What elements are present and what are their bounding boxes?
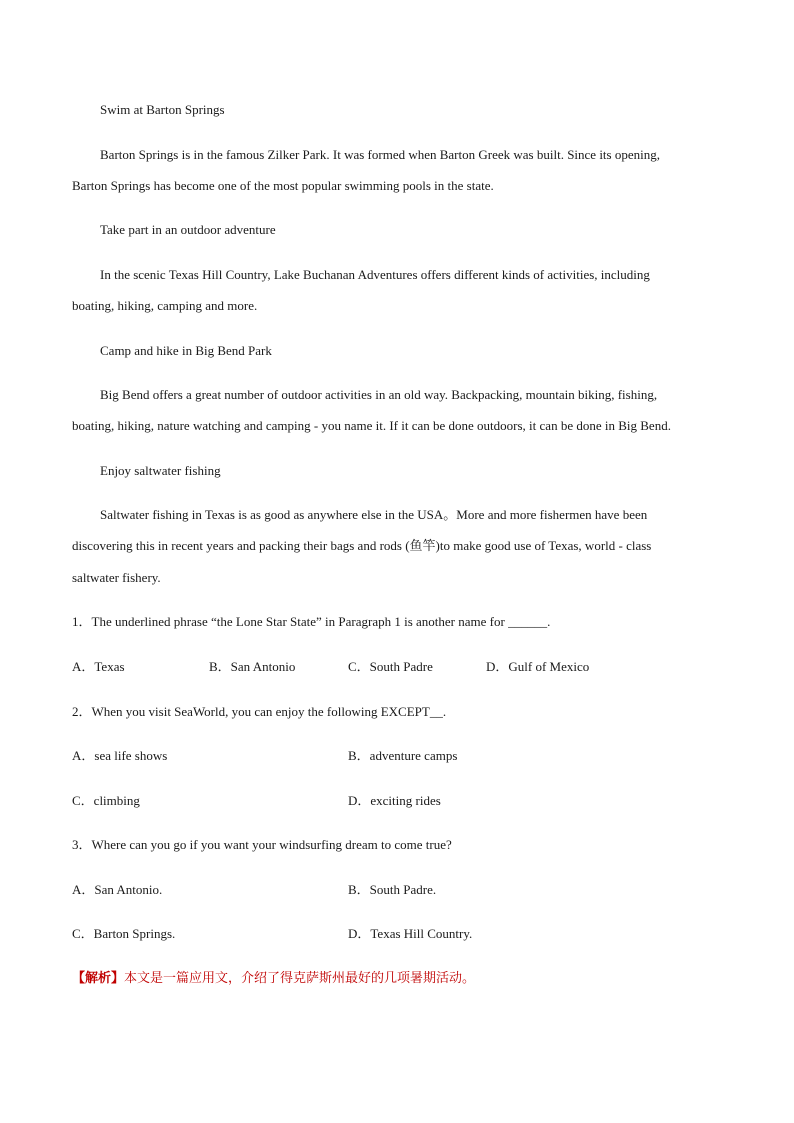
answer-option: D．exciting rides bbox=[348, 793, 441, 808]
question-stem: 1．The underlined phrase “the Lone Star State” in Paragraph 1 is another name for ______. bbox=[72, 614, 551, 629]
answer-option: C．Barton Springs. bbox=[72, 926, 176, 941]
analysis-text: 本文是一篇应用文，介绍了得克萨斯州最好的几项暑期活动。 bbox=[124, 971, 476, 986]
section-heading: Camp and hike in Big Bend Park bbox=[100, 343, 272, 358]
section-body-line: Big Bend offers a great number of outdoor activities in an old way. Backpacking, mountain biking, fishing, bbox=[100, 387, 658, 402]
section-heading: Enjoy saltwater fishing bbox=[100, 463, 221, 478]
answer-option: C．South Padre bbox=[348, 659, 433, 674]
answer-option: A．sea life shows bbox=[72, 748, 168, 763]
section-body-line: Barton Springs is in the famous Zilker Park. It was formed when Barton Greek was built. Since its opening, bbox=[100, 147, 660, 162]
answer-option: B．South Padre. bbox=[348, 882, 437, 897]
answer-option: C．climbing bbox=[72, 793, 140, 808]
question-stem: 2．When you visit SeaWorld, you can enjoy the following EXCEPT__. bbox=[72, 704, 447, 719]
answer-option: D．Gulf of Mexico bbox=[486, 659, 590, 674]
section-heading: Take part in an outdoor adventure bbox=[100, 222, 276, 237]
answer-option: B．San Antonio bbox=[209, 659, 296, 674]
section-body-line: boating, hiking, nature watching and camping - you name it. If it can be done outdoors, it can be done in Big Bend. bbox=[72, 418, 671, 433]
section-heading: Swim at Barton Springs bbox=[100, 102, 225, 117]
answer-option: D．Texas Hill Country. bbox=[348, 926, 473, 941]
analysis-tag: 【解析】 bbox=[72, 971, 125, 986]
section-body-line: boating, hiking, camping and more. bbox=[72, 298, 258, 313]
question-stem: 3．Where can you go if you want your windsurfing dream to come true? bbox=[72, 837, 452, 852]
section-body-line: In the scenic Texas Hill Country, Lake Buchanan Adventures offers different kinds of activities, including bbox=[100, 267, 650, 282]
answer-option: B．adventure camps bbox=[348, 748, 458, 763]
analysis-note bbox=[72, 971, 475, 987]
section-body-line: Saltwater fishing in Texas is as good as anywhere else in the USA。More and more fishermen have been bbox=[100, 507, 648, 522]
answer-option: A．Texas bbox=[72, 659, 125, 674]
section-body-line: saltwater fishery. bbox=[72, 570, 161, 585]
answer-option: A．San Antonio. bbox=[72, 882, 163, 897]
section-body-line: Barton Springs has become one of the most popular swimming pools in the state. bbox=[72, 178, 494, 193]
section-body-line: discovering this in recent years and packing their bags and rods (鱼竿)to make good use of Texas, world - class bbox=[72, 538, 652, 553]
